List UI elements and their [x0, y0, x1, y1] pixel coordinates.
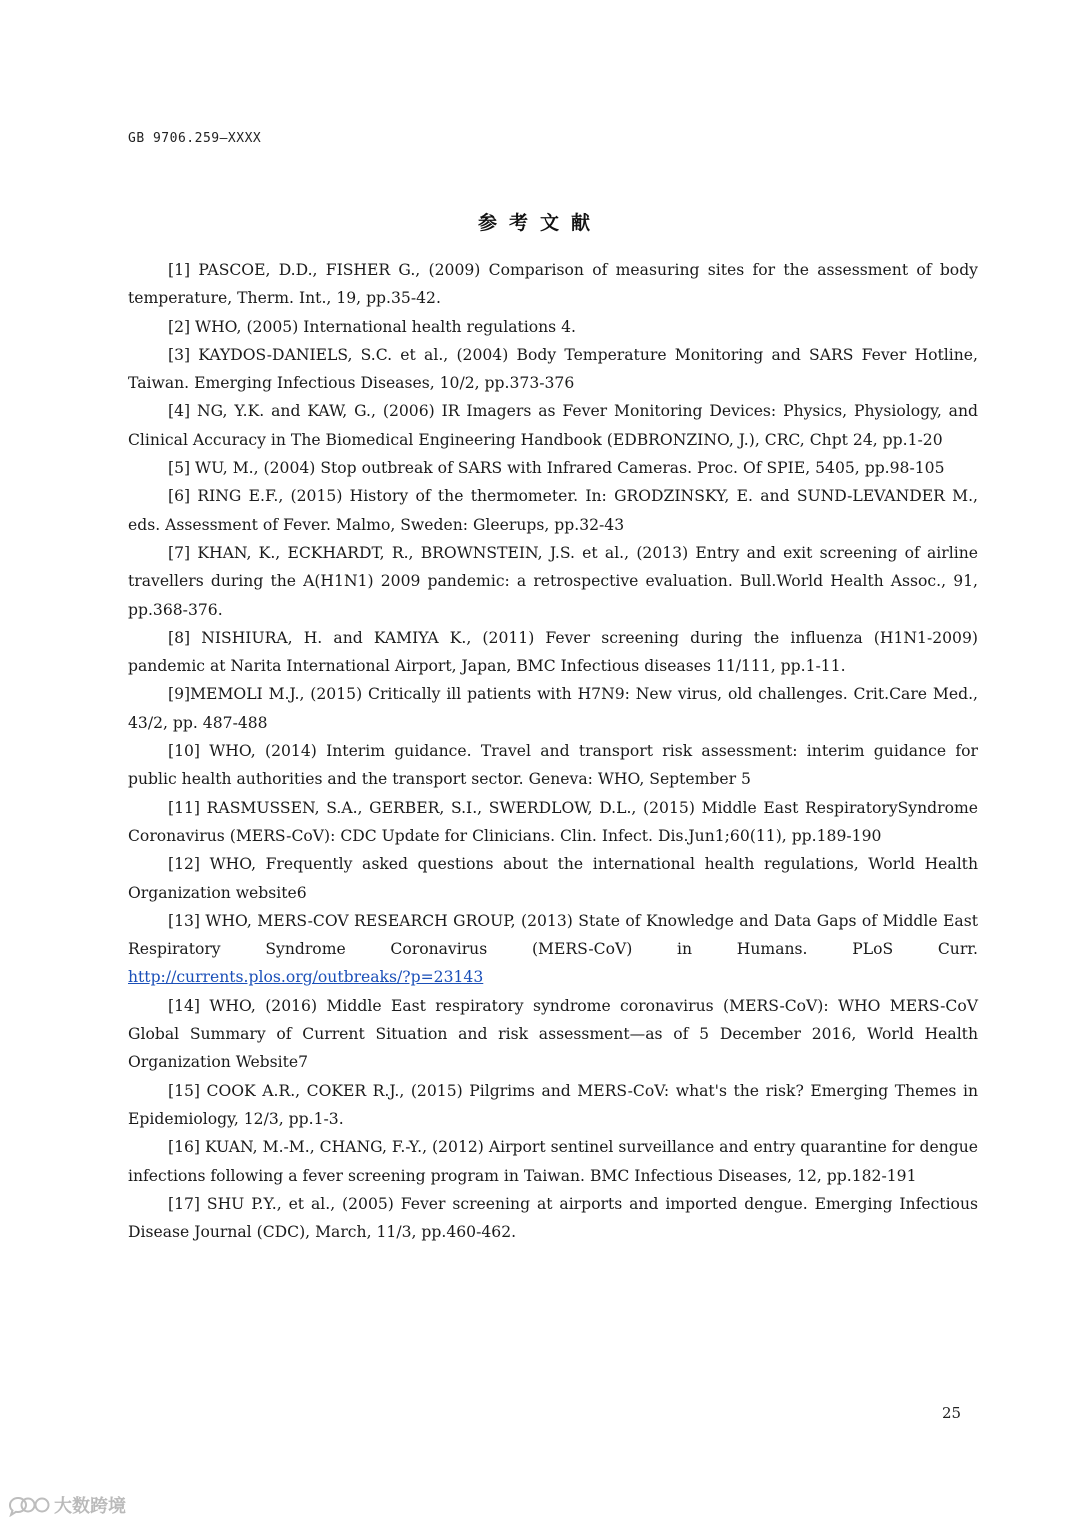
reference-item: [17] SHU P.Y., et al., (2005) Fever screening at airports and imported dengue. Emerging Infectious Disease Journal (CDC), March, 11/3, pp.460-462.: [128, 1194, 978, 1242]
document-code: GB 9706.259—XXXX: [128, 131, 262, 146]
reference-item: [13] WHO, MERS-COV RESEARCH GROUP, (2013) State of Knowledge and Data Gaps of Middle East Respiratory Syndrome Coronavirus (MERS-CoV) in Humans. PLoS Curr. http://currents.plos.org/outbreaks/?p=23143: [128, 911, 978, 987]
reference-item: [4] NG, Y.K. and KAW, G., (2006) IR Imagers as Fever Monitoring Devices: Physics, Physiology, and Clinical Accuracy in The Biomedical Engineering Handbook (EDBRONZINO, J.), CRC, Chpt 24, pp.1-20: [128, 402, 978, 449]
watermark-text: 大数跨境: [54, 1496, 126, 1517]
watermark: [6, 1492, 126, 1518]
reference-item: [15] COOK A.R., COKER R.J., (2015) Pilgrims and MERS-CoV: what's the risk? Emerging Themes in Epidemiology, 12/3, pp.1-3.: [128, 1081, 978, 1128]
reference-item: [14] WHO, (2016) Middle East respiratory syndrome coronavirus (MERS-CoV): WHO MERS-CoV Global Summary of Current Situation and risk assessment—as of 5 December 2016, World Health Organization Website7: [128, 996, 978, 1072]
reference-item: [10] WHO, (2014) Interim guidance. Travel and transport risk assessment: interim guidance for public health authorities and the transport sector. Geneva: WHO, September 5: [128, 742, 978, 789]
page-title: 参考文献: [477, 212, 602, 234]
reference-item: [9]MEMOLI M.J., (2015) Critically ill patients with H7N9: New virus, old challenges. Crit.Care Med., 43/2, pp. 487-488: [128, 685, 978, 732]
page-number: 25: [942, 1404, 962, 1422]
reference-item: [11] RASMUSSEN, S.A., GERBER, S.I., SWERDLOW, D.L., (2015) Middle East RespiratorySyndrome Coronavirus (MERS-CoV): CDC Update for Clinicians. Clin. Infect. Dis.Jun1;60(11), pp.189-190: [128, 798, 978, 845]
reference-item: [3] KAYDOS-DANIELS, S.C. et al., (2004) Body Temperature Monitoring and SARS Fever Hotline, Taiwan. Emerging Infectious Diseases, 10/2, pp.373-376: [128, 345, 978, 393]
reference-list: [128, 256, 978, 1246]
reference-item: [16] KUAN, M.-M., CHANG, F.-Y., (2012) Airport sentinel surveillance and entry quarantine for dengue infections following a fever screening program in Taiwan. BMC Infectious Diseases, 12, pp.182-191: [128, 1138, 978, 1185]
speech-bubble-icon: [6, 1493, 50, 1517]
reference-item: [5] WU, M., (2004) Stop outbreak of SARS with Infrared Cameras. Proc. Of SPIE, 5405, pp.98-105: [168, 459, 945, 478]
reference-item: [12] WHO, Frequently asked questions about the international health regulations, World Health Organization website6: [128, 855, 978, 902]
reference-link[interactable]: http://currents.plos.org/outbreaks/?p=23143: [128, 968, 484, 987]
reference-item: [2] WHO, (2005) International health regulations 4.: [168, 317, 577, 336]
reference-item: [7] KHAN, K., ECKHARDT, R., BROWNSTEIN, J.S. et al., (2013) Entry and exit screening of airline travellers during the A(H1N1) 2009 pandemic: a retrospective evaluation. Bull.World Health Assoc., 91, pp.368-376.: [128, 543, 978, 619]
reference-item: [8] NISHIURA, H. and KAMIYA K., (2011) Fever screening during the influenza (H1N1-2009) pandemic at Narita International Airport, Japan, BMC Infectious diseases 11/111, pp.1-11.: [128, 628, 978, 676]
reference-item: [6] RING E.F., (2015) History of the thermometer. In: GRODZINSKY, E. and SUND-LEVANDER M., eds. Assessment of Fever. Malmo, Sweden: Gleerups, pp.32-43: [128, 487, 978, 534]
reference-item: [1] PASCOE, D.D., FISHER G., (2009) Comparison of measuring sites for the assessment of body temperature, Therm. Int., 19, pp.35-42.: [128, 261, 978, 308]
